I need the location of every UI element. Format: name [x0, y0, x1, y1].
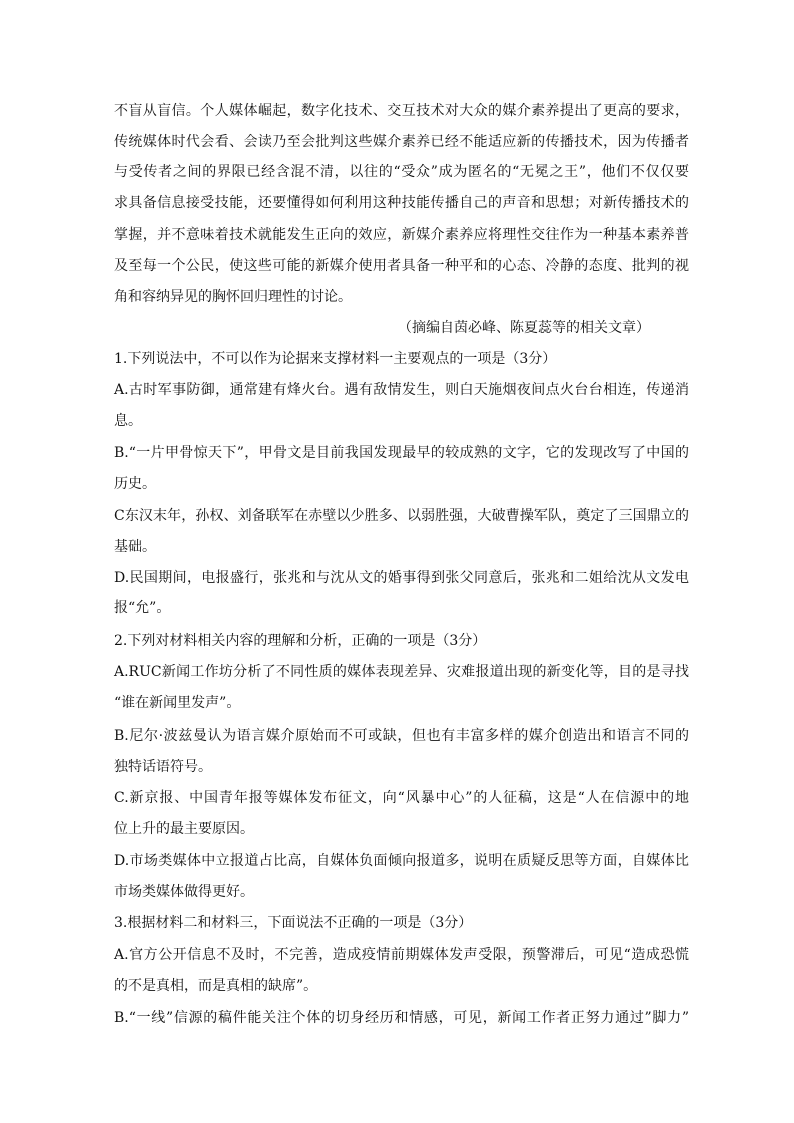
passage-line: 角和容纳异见的胸怀回归理性的讨论。	[114, 289, 352, 305]
passage-line: 传统媒体时代会看、会读乃至会批判这些媒介素养已经不能适应新的传播技术，因为传播者	[114, 134, 689, 150]
question-stem: 1.下列说法中，不可以作为论据来支撑材料一主要观点的一项是（3分）	[114, 351, 557, 367]
question-stem: 2.下列对材料相关内容的理解和分析，正确的一项是（3分）	[114, 633, 487, 649]
option-b-line: B.尼尔·波兹曼认为语言媒介原始而不可或缺，但也有丰富多样的媒介创造出和语言不同的	[114, 728, 689, 744]
option-a-line: A.RUC新闻工作坊分析了不同性质的媒体表现差异、灾难报道出现的新变化等，目的是寻找	[114, 664, 689, 680]
option-a-line: 息。	[114, 413, 142, 429]
option-c-line: 位上升的最主要原因。	[114, 821, 254, 837]
option-b-line: 历史。	[114, 476, 156, 492]
option-a-line: 的不是真相，而是真相的缺席”。	[114, 978, 318, 994]
citation: （摘编自茵必峰、陈夏蕊等的相关文章）	[398, 320, 650, 336]
option-a-line: “谁在新闻里发声”。	[114, 695, 241, 711]
option-b-line: B.“一片甲骨惊天下”，甲骨文是目前我国发现最早的较成熟的文字，它的发现改写了中国的	[114, 445, 689, 461]
option-a-line: A.官方公开信息不及时，不完善，造成疫情前期媒体发声受限，预警滞后，可见“造成恐慌	[114, 947, 689, 963]
option-c-line: C东汉末年，孙权、刘备联军在赤壁以少胜多、以弱胜强，大破曹操军队，奠定了三国鼎立的	[114, 508, 689, 524]
option-d-line: D.市场类媒体中立报道占比高，自媒体负面倾向报道多，说明在质疑反思等方面，自媒体比	[114, 853, 689, 869]
passage-line: 及至每一个公民，使这些可能的新媒介使用者具备一种平和的心态、冷静的态度、批判的视	[114, 258, 689, 274]
option-b-line: B.“一线”信源的稿件能关注个体的切身经历和情感，可见，新闻工作者正努力通过”脚力”	[114, 1010, 689, 1026]
passage-line: 与受传者之间的界限已经含混不清，以往的“受众”成为匿名的“无冕之王”，他们不仅仅要	[114, 164, 689, 180]
option-d-line: D.民国期间，电报盛行，张兆和与沈从文的婚事得到张父同意后，张兆和二姐给沈从文发电	[114, 570, 689, 586]
option-c-line: 基础。	[114, 539, 156, 555]
passage-line: 不盲从盲信。个人媒体崛起，数字化技术、交互技术对大众的媒介素养提出了更高的要求，	[114, 103, 689, 119]
option-c-line: C.新京报、中国青年报等媒体发布征文，向“风暴中心”的人征稿，这是“人在信源中的地	[114, 790, 689, 806]
option-d-line: 市场类媒体做得更好。	[114, 884, 254, 900]
passage-line: 掌握，并不意味着技术就能发生正向的效应，新媒介素养应将理性交往作为一种基本素养普	[114, 227, 689, 243]
passage-line: 求具备信息接受技能，还要懂得如何利用这种技能传播自己的声音和思想；对新传播技术的	[114, 195, 689, 211]
option-b-line: 独特话语符号。	[114, 759, 212, 775]
option-a-line: A.古时军事防御，通常建有烽火台。遇有敌情发生，则白天施烟夜间点火台台相连，传递消	[114, 382, 689, 398]
question-stem: 3.根据材料二和材料三，下面说法不正确的一项是（3分）	[114, 915, 473, 931]
option-d-line: 报“允”。	[114, 600, 171, 616]
